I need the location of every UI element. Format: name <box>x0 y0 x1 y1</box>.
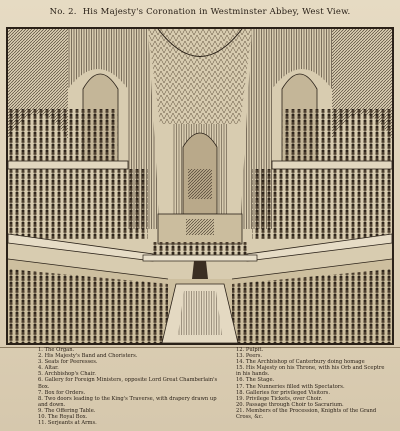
legend-item: 9. The Offering Table. <box>38 407 96 414</box>
left-lower-gallery-crowd <box>8 169 148 239</box>
legend-item: 11. Serjeants at Arms. <box>38 420 97 427</box>
legend-item: 3. Seats for Peeresses. <box>38 359 98 366</box>
legend-item: 15. His Majesty on his Throne, with his Orb and Sceptre in his hands. <box>236 365 385 378</box>
right-upper-gallery-crowd <box>282 109 392 164</box>
plate-number: No. 2. <box>49 7 77 17</box>
throne <box>192 261 208 279</box>
legend <box>8 347 392 429</box>
left-upper-gallery-crowd <box>8 109 118 164</box>
the-stage <box>143 255 257 261</box>
legend-item: 2. His Majesty's Band and Choristers. <box>38 353 138 360</box>
page-title <box>0 7 400 17</box>
legend-item: 21. Members of the Procession, Knights of the Grand Cross, &c. <box>236 407 377 421</box>
legend-item: 8. Two doors leading to the King's Traverse, with drapery drawn up and down. <box>38 395 217 408</box>
legend-item: 1. The Organ. <box>38 347 75 353</box>
legend-item: 18. Galleries for privileged Visitors. <box>236 389 330 396</box>
legend-right-column <box>236 347 386 420</box>
legend-item: 16. The Stage. <box>236 377 275 384</box>
legend-item: 6. Gallery for Foreign Ministers, opposite Lord Great Chamberlain's Box. <box>38 377 218 390</box>
altar <box>186 219 214 235</box>
legend-left-column <box>38 347 218 426</box>
legend-item: 7. Box for Orders. <box>38 389 86 396</box>
legend-item: 19. Privilege Tickets, over Choir. <box>236 395 323 402</box>
left-gallery-rail <box>8 161 128 169</box>
abbey-interior-engraving <box>8 29 392 343</box>
legend-item: 12. Pulpit. <box>236 347 264 353</box>
legend-item: 17. The Nunneries filled with Spectators. <box>236 383 345 390</box>
legend-item: 10. The Royal Box. <box>38 414 88 421</box>
vaulted-ceiling <box>148 29 252 124</box>
legend-item: 20. Passage through Choir to Sacrarium. <box>236 401 344 408</box>
plate-title: His Majesty's Coronation in Westminster Abbey, West View. <box>82 7 351 17</box>
legend-item: 5. Archbishop's Chair. <box>38 371 96 378</box>
stage-figures <box>153 242 247 256</box>
legend-item: 14. The Archbishop of Canterbury doing homage <box>236 359 365 366</box>
right-gallery-rail <box>272 161 392 169</box>
right-lower-gallery-crowd <box>252 169 392 239</box>
legend-item: 4. Altar. <box>38 365 59 372</box>
engraving-illustration <box>6 27 394 345</box>
legend-item: 13. Peers. <box>236 353 263 360</box>
